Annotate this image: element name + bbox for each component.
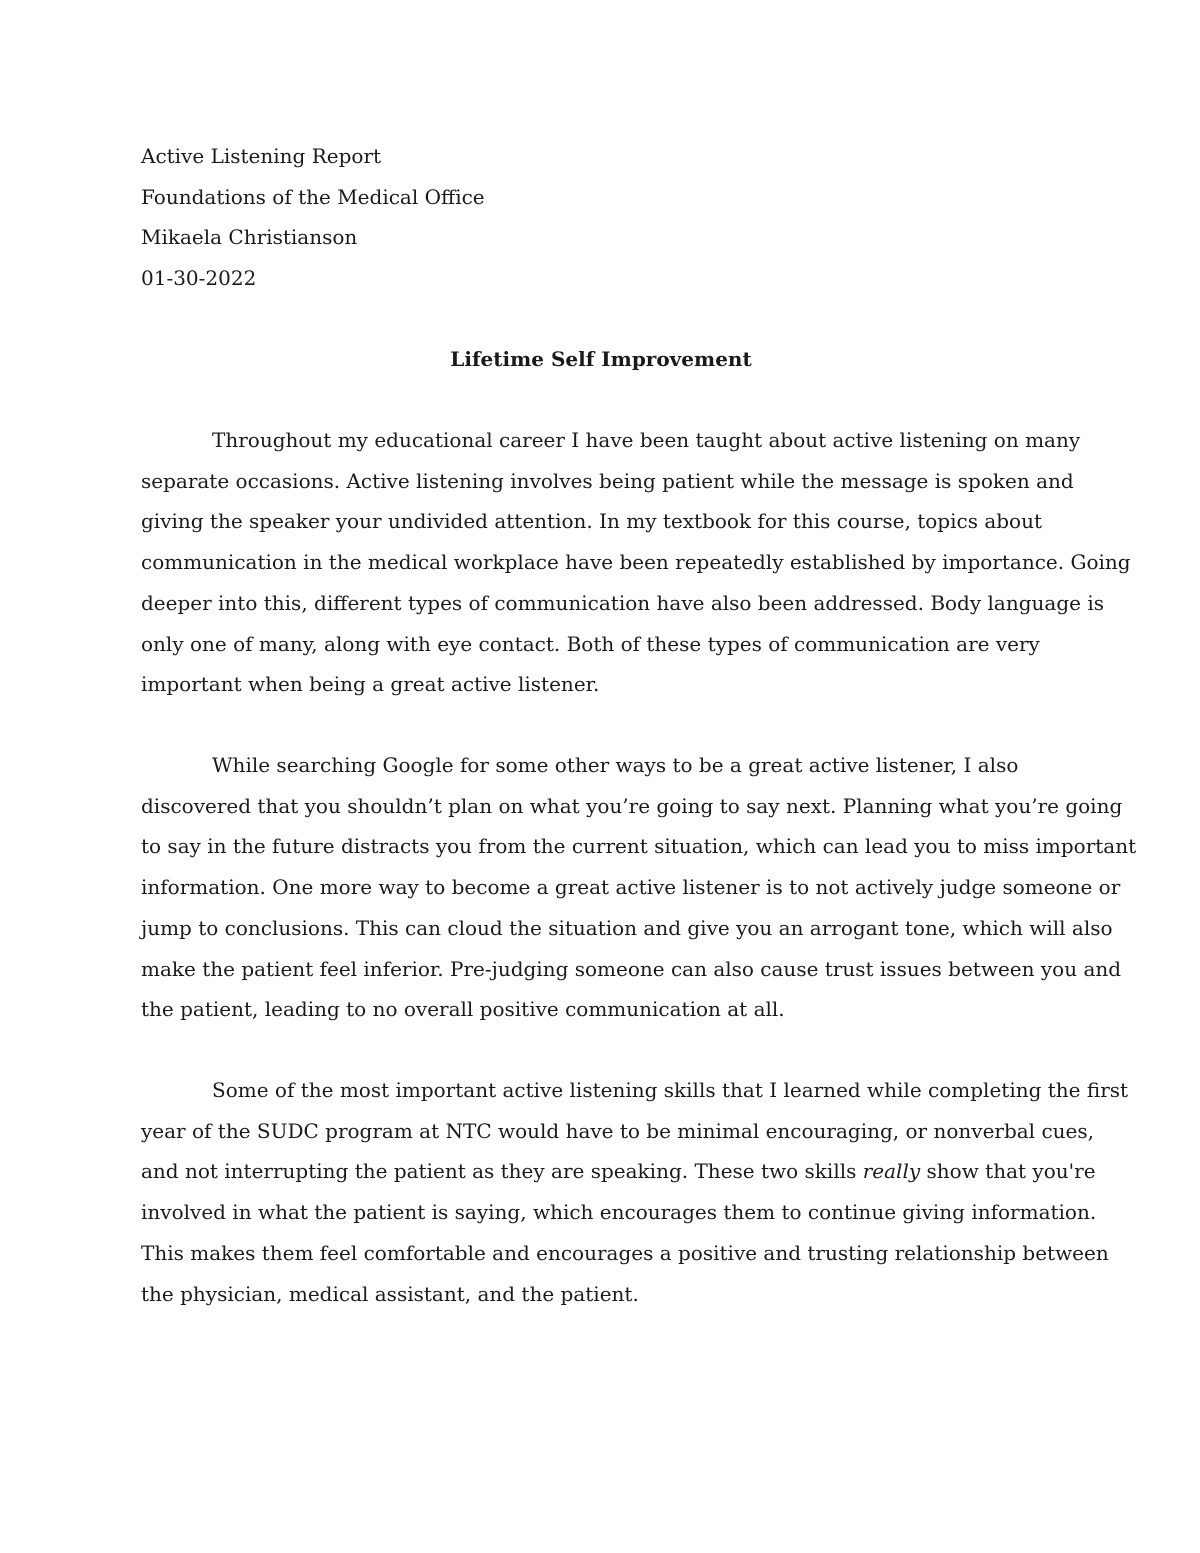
author-name: Mikaela Christianson	[141, 225, 358, 250]
paragraph-line: Throughout my educational career I have been taught about active listening on many	[212, 428, 1081, 452]
paragraph-line: giving the speaker your undivided attention. In my textbook for this course, topics about	[141, 509, 1043, 534]
paragraph-line: While searching Google for some other ways to be a great active listener, I also	[212, 753, 1019, 777]
line-text-after: show that you're	[920, 1159, 1096, 1184]
paragraph-3	[141, 1070, 1129, 1314]
paragraph-line: the patient, leading to no overall positive communication at all.	[141, 997, 785, 1022]
paragraph-line: information. One more way to become a great active listener is to not actively judge someone or	[141, 875, 1121, 900]
paragraph-line: involved in what the patient is saying, which encourages them to continue giving information.	[141, 1200, 1097, 1225]
paragraph-line: only one of many, along with eye contact. Both of these types of communication are very	[141, 631, 1040, 656]
document-title: Lifetime Self Improvement	[450, 347, 752, 371]
course-name: Foundations of the Medical Office	[141, 184, 485, 209]
emphasized-word: really	[862, 1159, 921, 1184]
paragraph-line: important when being a great active listener.	[141, 672, 600, 697]
report-date: 01-30-2022	[141, 266, 257, 291]
paragraph-line: year of the SUDC program at NTC would have to be minimal encouraging, or nonverbal cues,	[141, 1118, 1094, 1143]
paragraph-line: communication in the medical workplace have been repeatedly established by importance. Going	[141, 550, 1131, 575]
line-text-before: and not interrupting the patient as they are speaking. These two skills	[141, 1159, 863, 1184]
paragraph-line: This makes them feel comfortable and encourages a positive and trusting relationship between	[141, 1240, 1109, 1265]
paragraph-line: make the patient feel inferior. Pre-judging someone can also cause trust issues between you and	[141, 956, 1122, 981]
paragraph-line-with-emphasis	[141, 1151, 1096, 1192]
paragraph-line: discovered that you shouldn’t plan on what you’re going to say next. Planning what you’re going	[141, 793, 1123, 818]
paragraph-line: to say in the future distracts you from the current situation, which can lead you to miss important	[141, 834, 1137, 859]
header-block	[141, 136, 1061, 299]
paragraph-line: jump to conclusions. This can cloud the situation and give you an arrogant tone, which will also	[141, 915, 1113, 940]
paragraph-1	[141, 420, 1131, 705]
paragraph-line: Some of the most important active listening skills that I learned while completing the first	[212, 1078, 1129, 1102]
paragraph-line: the physician, medical assistant, and the patient.	[141, 1281, 639, 1306]
paragraph-2	[141, 745, 1137, 1030]
paragraph-line: deeper into this, different types of communication have also been addressed. Body language is	[141, 590, 1104, 615]
paragraph-line: separate occasions. Active listening involves being patient while the message is spoken and	[141, 468, 1074, 493]
report-title: Active Listening Report	[141, 144, 382, 168]
